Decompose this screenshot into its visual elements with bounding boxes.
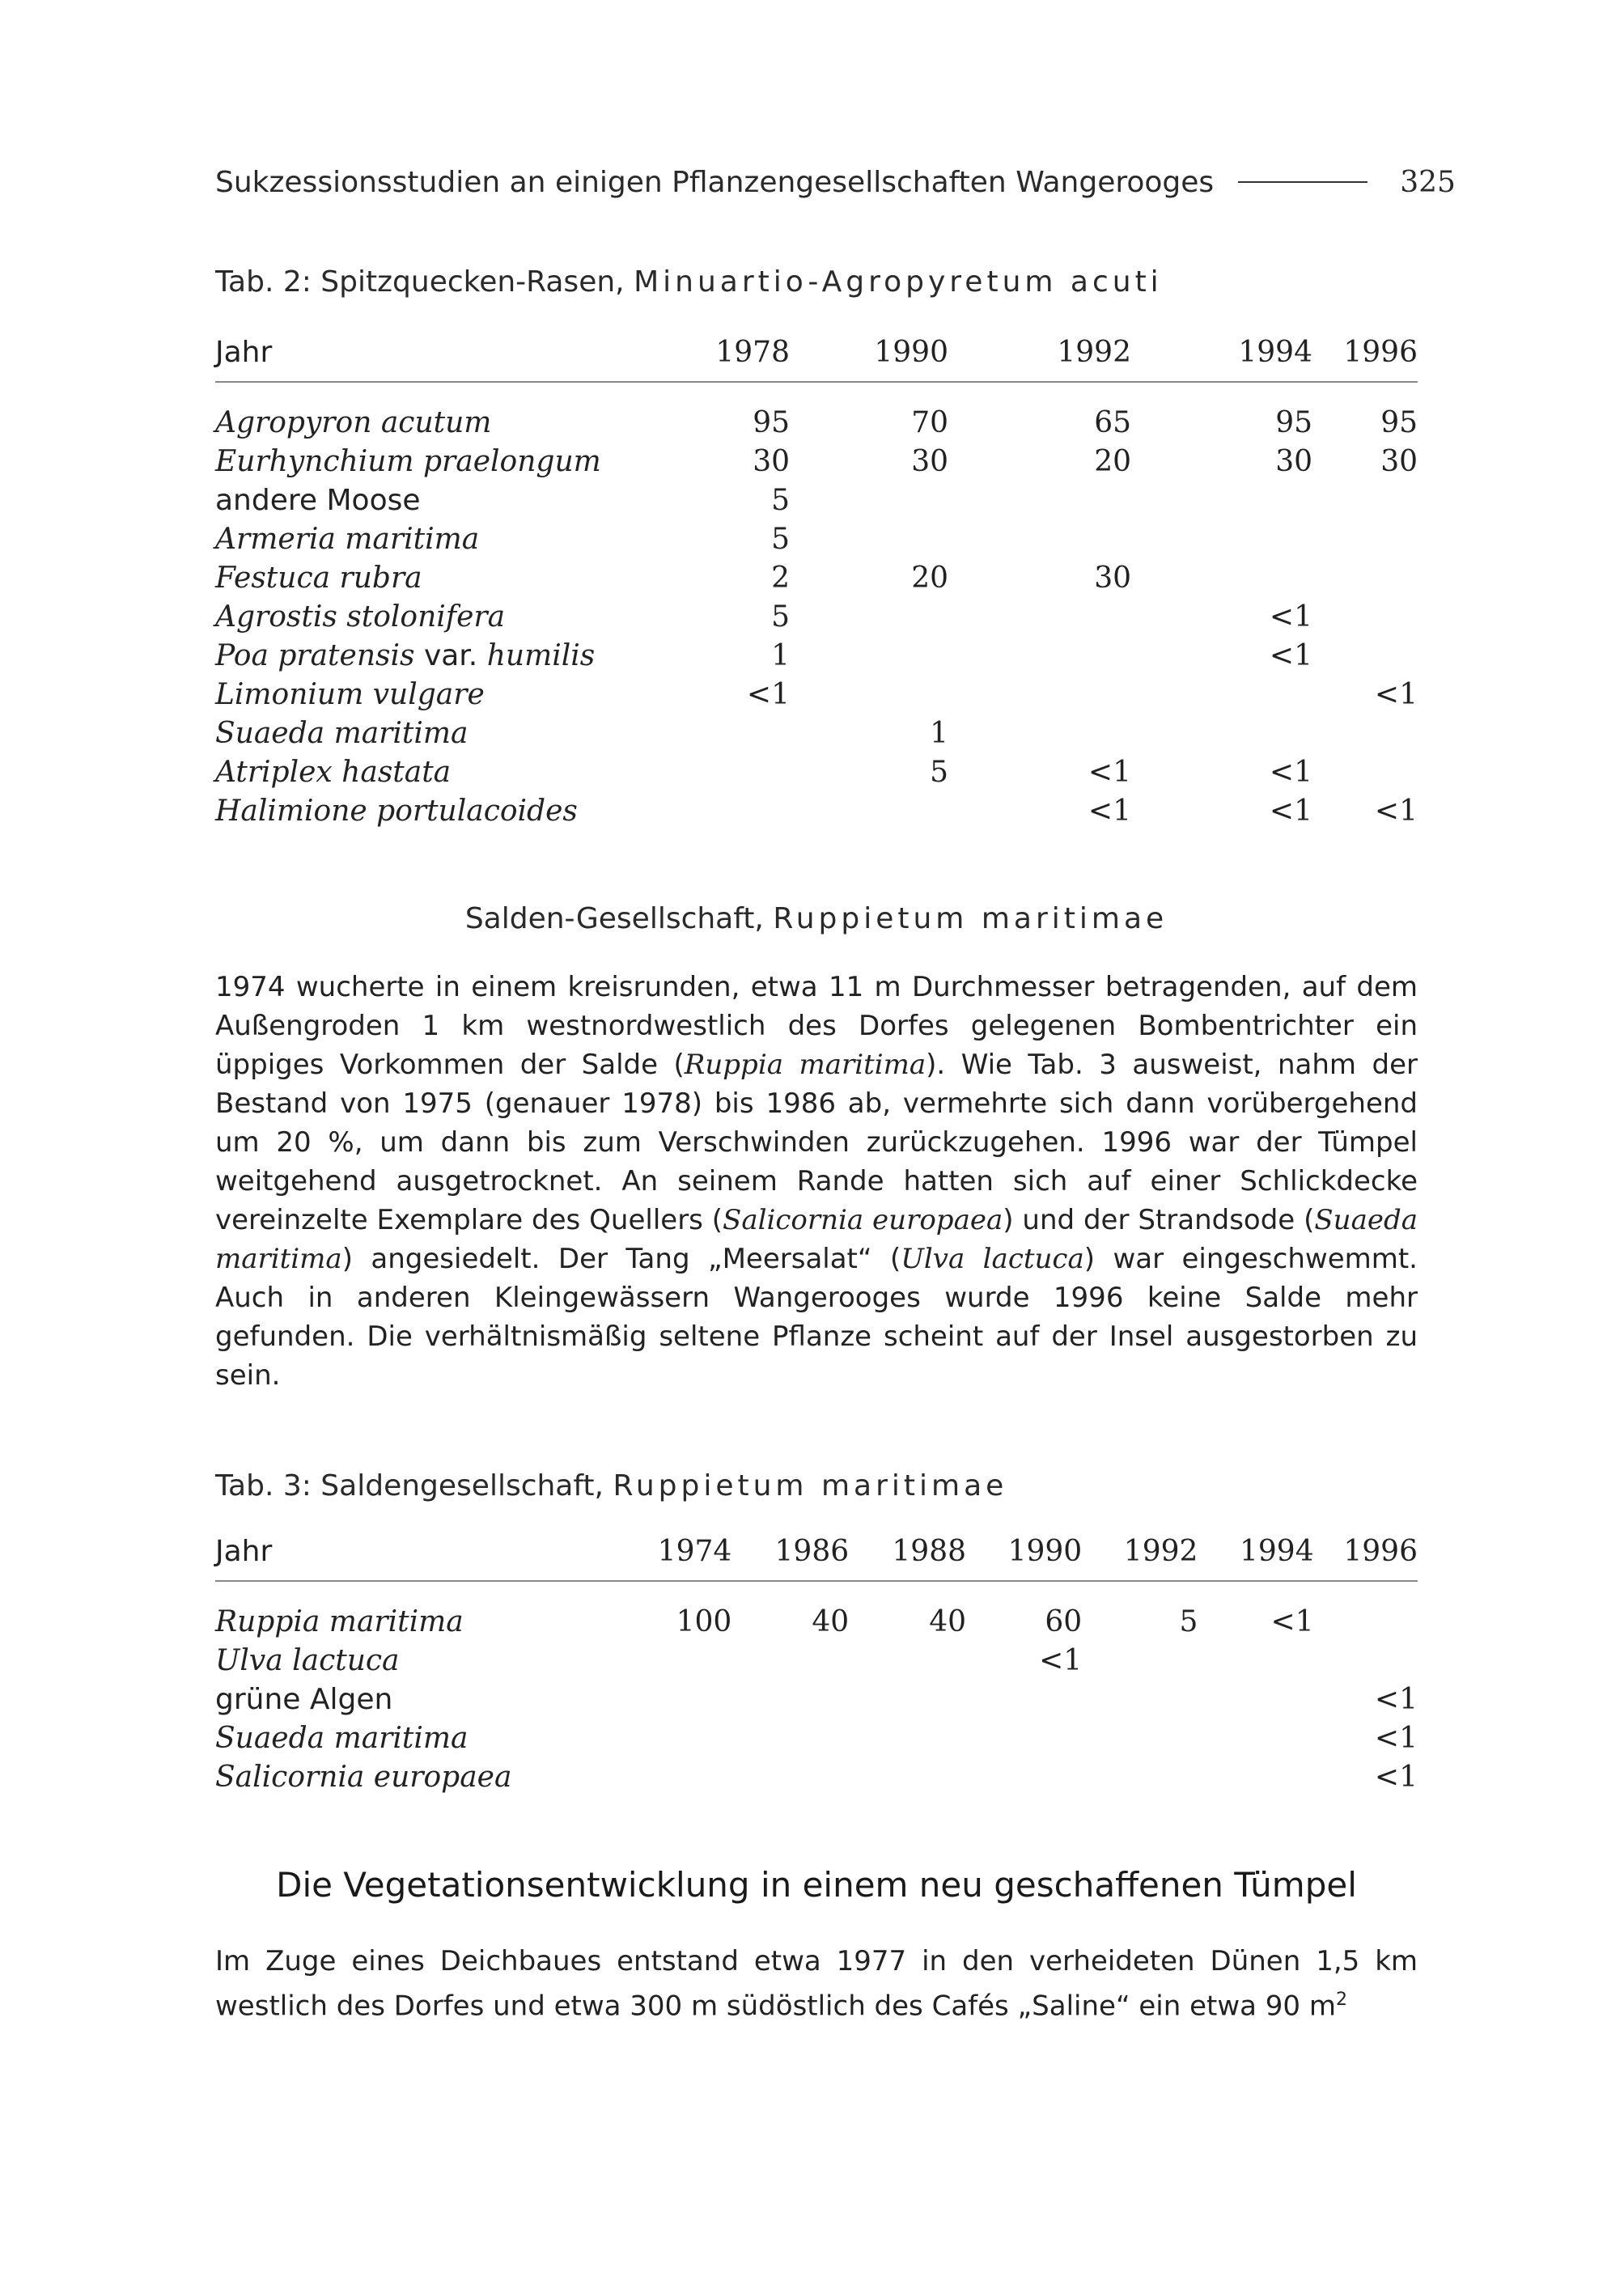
cell-value xyxy=(948,481,1131,520)
species-name: Suaeda maritima xyxy=(215,1722,469,1755)
species-variety: humilis xyxy=(486,639,596,672)
table2-caption-latin: Minuartio-Agropyretum acuti xyxy=(634,265,1163,299)
cell-value: 1 xyxy=(771,639,790,672)
cell-value xyxy=(731,1758,849,1797)
table-row xyxy=(215,404,1418,443)
text-run: ) angesiedelt. Der Tang „Meersalat“ ( xyxy=(341,1243,901,1275)
italic-species: Ulva lactuca xyxy=(901,1243,1084,1275)
cell-value xyxy=(948,676,1131,714)
section-heading xyxy=(215,902,1418,935)
cell-value xyxy=(676,714,790,753)
text-run: ) war eingeschwemmt. Auch in anderen Kleingewässern Wangerooges wurde 1996 keine Salde mehr gefunden. Die verhältnismäßig seltene Pflanze scheint auf der Insel ausgestorben zu sein. xyxy=(215,1243,1418,1392)
cell-value xyxy=(632,1642,731,1681)
cell-value: 5 xyxy=(930,756,948,789)
table3-year: 1986 xyxy=(774,1534,850,1568)
cell-value: 30 xyxy=(1275,445,1312,478)
cell-value xyxy=(731,1681,849,1719)
cell-value xyxy=(790,676,948,714)
cell-value xyxy=(948,637,1131,676)
cell-value xyxy=(676,753,790,792)
cell-value xyxy=(790,598,948,637)
species-name: Ruppia maritima xyxy=(215,1605,464,1638)
table3-caption xyxy=(215,1469,1418,1503)
table2-year: 1994 xyxy=(1238,335,1312,369)
species-name: Agrostis stolonifera xyxy=(215,600,506,634)
running-header xyxy=(215,162,1456,202)
cell-value: <1 xyxy=(1270,1605,1314,1638)
cell-value xyxy=(632,1719,731,1758)
cell-value xyxy=(790,792,948,831)
cell-value xyxy=(731,1642,849,1681)
table-row xyxy=(215,598,1418,637)
section-heading-prefix: Salden-Gesellschaft, xyxy=(464,902,764,935)
table-row xyxy=(215,753,1418,792)
cell-value xyxy=(1198,1681,1313,1719)
table2-year: 1990 xyxy=(874,335,948,369)
cell-value xyxy=(1082,1681,1198,1719)
cell-value: 95 xyxy=(1275,406,1312,439)
cell-value: 95 xyxy=(1380,406,1418,439)
cell-value: 65 xyxy=(1094,406,1131,439)
cell-value: <1 xyxy=(1374,1722,1418,1755)
cell-value xyxy=(966,1758,1082,1797)
cell-value xyxy=(948,714,1131,753)
cell-value xyxy=(676,792,790,831)
cell-value: <1 xyxy=(1088,756,1131,789)
table2-year: 1996 xyxy=(1343,335,1418,369)
cell-value xyxy=(1312,598,1418,637)
cell-value: 30 xyxy=(1094,562,1131,595)
chapter-heading: Die Vegetationsentwicklung in einem neu geschaffenen Tümpel xyxy=(276,1865,1357,1905)
species-name: Agropyron acutum xyxy=(215,406,492,439)
cell-value xyxy=(1131,676,1312,714)
table-row xyxy=(215,676,1418,714)
cell-value xyxy=(1312,714,1418,753)
cell-value xyxy=(1082,1719,1198,1758)
cell-value xyxy=(966,1681,1082,1719)
table2-year: 1978 xyxy=(715,335,790,369)
cell-value xyxy=(731,1719,849,1758)
cell-value xyxy=(1312,753,1418,792)
cell-value xyxy=(790,637,948,676)
cell-value xyxy=(849,1758,966,1797)
cell-value: 5 xyxy=(771,600,790,634)
italic-species: Ruppia maritima xyxy=(684,1049,926,1081)
cell-value: 40 xyxy=(812,1605,850,1638)
table3-header-row xyxy=(215,1522,1418,1581)
table2-caption xyxy=(215,265,1418,299)
cell-value xyxy=(849,1719,966,1758)
cell-value xyxy=(1314,1642,1418,1681)
species-name: Suaeda maritima xyxy=(215,717,469,750)
superscript: 2 xyxy=(1336,1990,1347,2010)
cell-value: 2 xyxy=(771,562,790,595)
table-row xyxy=(215,443,1418,481)
text-run: ) und der Strandsode ( xyxy=(1003,1204,1315,1236)
cell-value: 1 xyxy=(930,717,948,750)
table3-year: 1992 xyxy=(1123,1534,1198,1568)
cell-value xyxy=(1198,1758,1313,1797)
table-row xyxy=(215,1758,1418,1797)
text-run: Im Zuge eines Deichbaues entstand etwa 1977 in den verheideten Dünen 1,5 km westlich des Dorfes und etwa 300 m südöstlich des Cafés „Saline“ ein etwa 90 m xyxy=(215,1945,1418,2023)
species-rank: var. xyxy=(423,639,478,672)
running-title: Sukzessionsstudien an einigen Pflanzengesellschaften Wangerooges xyxy=(215,165,1215,199)
cell-value: <1 xyxy=(1088,795,1131,828)
table-row xyxy=(215,559,1418,598)
cell-value xyxy=(1312,637,1418,676)
cell-value xyxy=(1131,520,1312,559)
table-row xyxy=(215,481,1418,520)
species-name: grüne Algen xyxy=(215,1683,393,1716)
cell-value xyxy=(1198,1719,1313,1758)
table3-year: 1996 xyxy=(1343,1534,1418,1568)
header-rule xyxy=(1238,181,1367,183)
table3-year: 1994 xyxy=(1240,1534,1314,1568)
table-row xyxy=(215,1719,1418,1758)
cell-value xyxy=(1131,559,1312,598)
table3-year: 1990 xyxy=(1007,1534,1083,1568)
cell-value xyxy=(1312,520,1418,559)
table3 xyxy=(215,1522,1418,1797)
cell-value: <1 xyxy=(1269,639,1312,672)
species-name xyxy=(215,637,676,676)
text-run: 1974 wucherte in einem kreisrunden, etwa 11 m Durchmesser betragenden, auf dem Außengroden 1 km westnordwestlich des Dorfes gelegenen Bombentrichter ein üppiges Vorkommen der Salde ( xyxy=(215,971,1418,1081)
table3-year: 1974 xyxy=(657,1534,732,1568)
table3-caption-prefix: Tab. 3: Saldengesellschaft, xyxy=(215,1469,604,1503)
species-name: Salicornia europaea xyxy=(215,1761,512,1794)
cell-value: <1 xyxy=(1039,1644,1083,1677)
cell-value: 20 xyxy=(911,562,948,595)
cell-value: <1 xyxy=(1269,795,1312,828)
cell-value: 5 xyxy=(771,523,790,556)
table-row xyxy=(215,1642,1418,1681)
cell-value: <1 xyxy=(1374,795,1418,828)
cell-value: 60 xyxy=(1045,1605,1083,1638)
section-heading-latin: Ruppietum maritimae xyxy=(773,902,1168,935)
species-genus: Poa pratensis xyxy=(215,639,415,672)
cell-value: <1 xyxy=(1374,678,1418,711)
table-row xyxy=(215,714,1418,753)
cell-value xyxy=(1312,481,1418,520)
body-paragraph xyxy=(215,968,1418,1395)
species-name: Atriplex hastata xyxy=(215,756,452,789)
species-name: andere Moose xyxy=(215,484,421,517)
cell-value: <1 xyxy=(746,678,790,711)
cell-value xyxy=(1131,481,1312,520)
cell-value: 30 xyxy=(753,445,790,478)
species-name: Eurhynchium praelongum xyxy=(215,445,601,478)
cell-value xyxy=(632,1681,731,1719)
text-run: ). Wie Tab. 3 ausweist, nahm der Bestand von 1975 (genauer 1978) bis 1986 ab, vermehrte sich dann vorübergehend um 20 %, um dann bis zum Verschwinden zurückzugehen. 1996 war der Tümpel weitgehend ausgetrocknet. An seinem Rande hatten sich auf einer Schlickdecke vereinzelte Exemplare des Quellers ( xyxy=(215,1049,1418,1236)
body-paragraph xyxy=(215,1942,1418,2025)
cell-value: <1 xyxy=(1269,600,1312,634)
cell-value xyxy=(790,520,948,559)
table2 xyxy=(215,323,1418,831)
cell-value xyxy=(632,1758,731,1797)
cell-value xyxy=(966,1719,1082,1758)
cell-value: 95 xyxy=(753,406,790,439)
cell-value xyxy=(1312,559,1418,598)
species-name: Halimione portulacoides xyxy=(215,795,578,828)
cell-value: 5 xyxy=(771,484,790,517)
cell-value xyxy=(1082,1642,1198,1681)
species-name: Limonium vulgare xyxy=(215,678,485,711)
cell-value xyxy=(1082,1758,1198,1797)
table3-col-header: Jahr xyxy=(215,1534,273,1568)
cell-value xyxy=(1314,1603,1418,1642)
table3-year: 1988 xyxy=(892,1534,967,1568)
cell-value xyxy=(790,481,948,520)
cell-value xyxy=(948,520,1131,559)
cell-value: 30 xyxy=(1380,445,1418,478)
table2-col-header: Jahr xyxy=(215,335,273,369)
table-row xyxy=(215,637,1418,676)
cell-value: <1 xyxy=(1374,1683,1418,1716)
page xyxy=(215,162,1456,2025)
species-name: Armeria maritima xyxy=(215,523,480,556)
species-name: Ulva lactuca xyxy=(215,1644,400,1677)
italic-species: Suaeda maritima xyxy=(215,1204,1418,1275)
page-number: 325 xyxy=(1400,165,1456,199)
cell-value: 40 xyxy=(929,1605,967,1638)
table2-header-row xyxy=(215,323,1418,382)
italic-species: Salicornia europaea xyxy=(723,1204,1003,1236)
cell-value xyxy=(1198,1642,1313,1681)
table-row xyxy=(215,520,1418,559)
species-name: Festuca rubra xyxy=(215,562,422,595)
table2-caption-prefix: Tab. 2: Spitzquecken-Rasen, xyxy=(215,265,625,299)
table-row xyxy=(215,792,1418,831)
table3-caption-latin: Ruppietum maritimae xyxy=(613,1469,1008,1503)
cell-value: 100 xyxy=(676,1605,732,1638)
cell-value xyxy=(849,1642,966,1681)
cell-value xyxy=(948,598,1131,637)
cell-value: 20 xyxy=(1094,445,1131,478)
cell-value: 30 xyxy=(911,445,948,478)
table-row xyxy=(215,1603,1418,1642)
table-row xyxy=(215,1681,1418,1719)
table2-year: 1992 xyxy=(1057,335,1131,369)
cell-value: 5 xyxy=(1179,1605,1198,1638)
cell-value: <1 xyxy=(1269,756,1312,789)
cell-value xyxy=(849,1681,966,1719)
cell-value xyxy=(1131,714,1312,753)
cell-value: <1 xyxy=(1374,1761,1418,1794)
cell-value: 70 xyxy=(911,406,948,439)
